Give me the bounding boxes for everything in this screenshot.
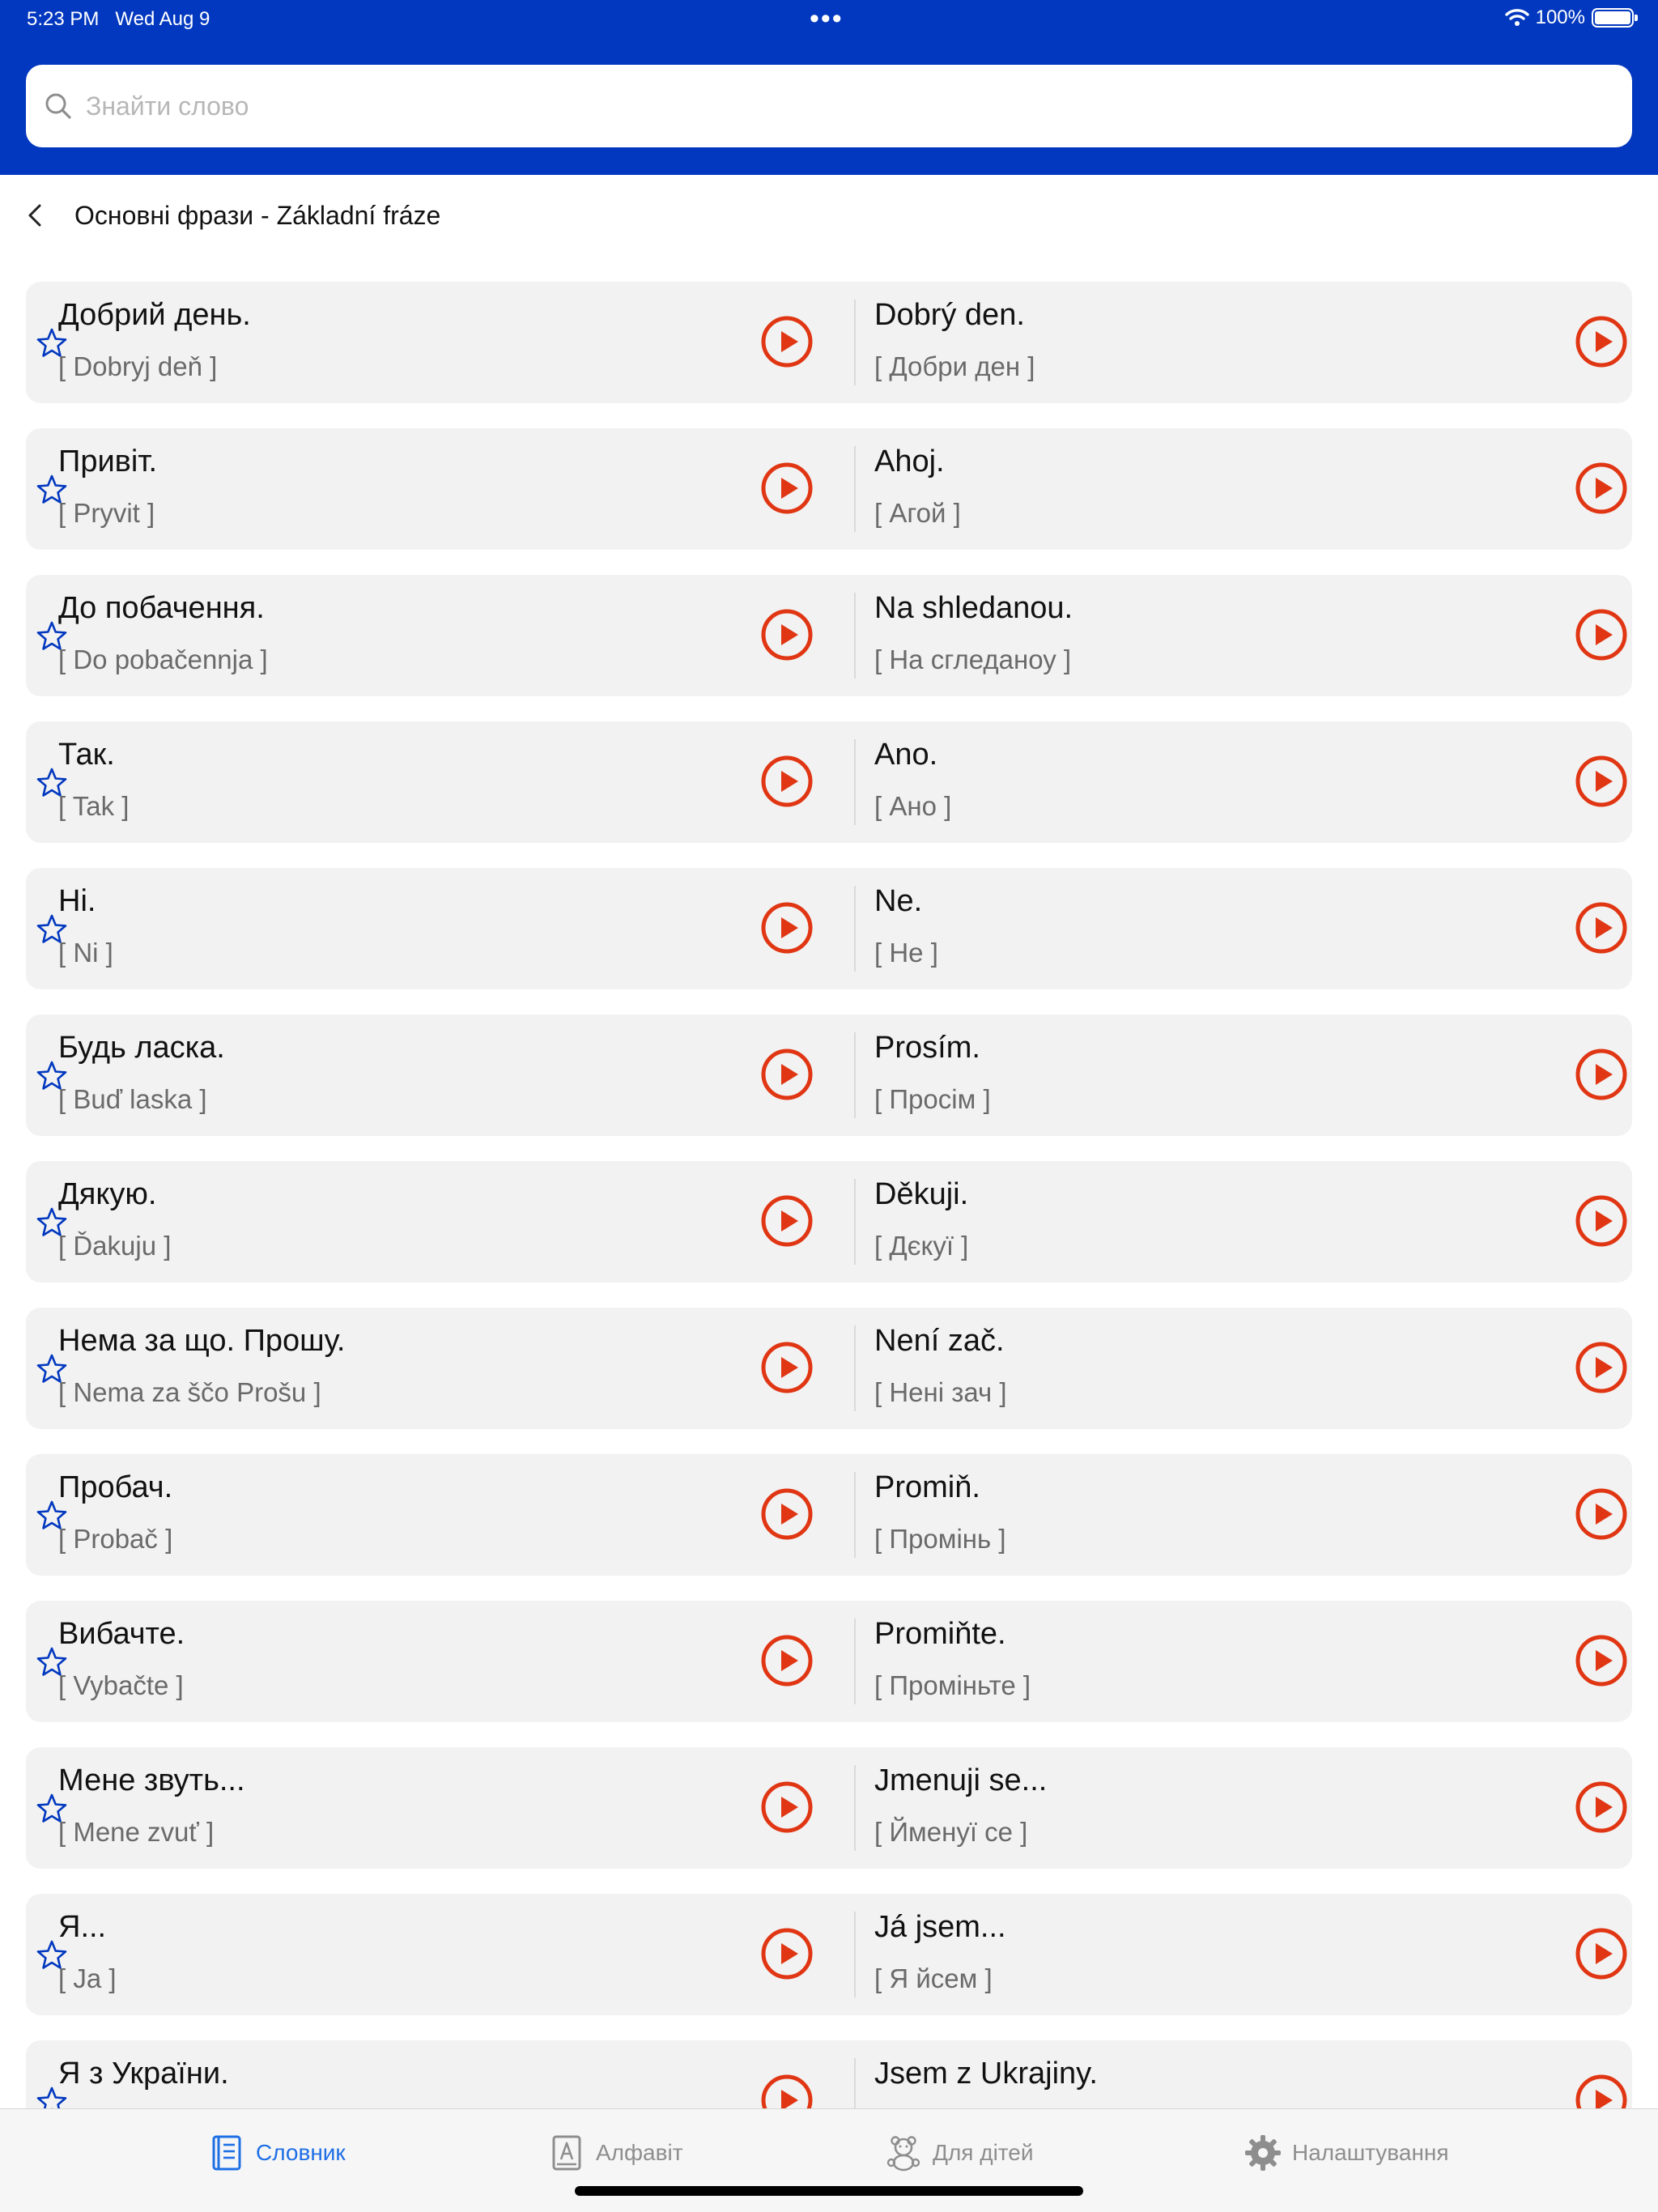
ukrainian-phrase-text: До побачення. <box>58 591 265 625</box>
teddy-bear-icon <box>884 2133 923 2172</box>
phrase-row <box>0 1601 1658 1747</box>
search-icon <box>44 91 73 121</box>
czech-phrase-text: Prosím. <box>874 1031 980 1065</box>
search-input[interactable] <box>86 91 1543 121</box>
czech-phrase <box>874 1308 1632 1429</box>
czech-phrase-text: Promiňte. <box>874 1617 1006 1651</box>
column-divider <box>854 1912 856 1997</box>
battery-percent: 100% <box>1535 6 1585 28</box>
phrase-row <box>0 1894 1658 2040</box>
czech-transliteration: [ Промінь ] <box>874 1524 1006 1554</box>
czech-transliteration: [ Йменуї се ] <box>874 1817 1028 1847</box>
czech-phrase-text: Děkuji. <box>874 1177 969 1211</box>
ukrainian-phrase <box>58 282 819 403</box>
play-ukrainian-audio-icon[interactable] <box>759 461 814 516</box>
play-ukrainian-audio-icon[interactable] <box>759 900 814 955</box>
phrase-row <box>0 2040 1658 2108</box>
czech-phrase <box>874 2040 1632 2108</box>
czech-phrase <box>874 575 1632 696</box>
play-ukrainian-audio-icon[interactable] <box>759 2073 814 2108</box>
czech-transliteration: [ Дєкуї ] <box>874 1231 969 1261</box>
ukrainian-phrase <box>58 428 819 550</box>
czech-phrase <box>874 1747 1632 1869</box>
play-ukrainian-audio-icon[interactable] <box>759 1780 814 1835</box>
column-divider <box>854 2058 856 2108</box>
ukrainian-phrase-text: Я... <box>58 1910 107 1944</box>
search-bar[interactable] <box>26 65 1632 147</box>
play-ukrainian-audio-icon[interactable] <box>759 1193 814 1249</box>
tab-kids[interactable] <box>884 2129 1034 2177</box>
ukrainian-transliteration: [ Buď laska ] <box>58 1084 207 1114</box>
ukrainian-phrase <box>58 721 819 843</box>
ukrainian-phrase <box>58 1161 819 1283</box>
czech-phrase-text: Jmenuji se... <box>874 1763 1048 1797</box>
play-czech-audio-icon[interactable] <box>1574 1193 1629 1249</box>
ukrainian-phrase-text: Нема за що. Прошу. <box>58 1324 346 1358</box>
ukrainian-phrase <box>58 1894 819 2015</box>
phrase-list[interactable] <box>0 282 1658 2108</box>
phrase-card <box>26 1601 1632 1722</box>
play-czech-audio-icon[interactable] <box>1574 461 1629 516</box>
phrase-card <box>26 1015 1632 1136</box>
phrase-row <box>0 282 1658 428</box>
play-czech-audio-icon[interactable] <box>1574 1340 1629 1395</box>
alphabet-icon <box>547 2133 586 2172</box>
czech-phrase-text: Ahoj. <box>874 445 945 479</box>
phrase-card <box>26 868 1632 989</box>
ukrainian-transliteration: [ Vybačte ] <box>58 1670 184 1700</box>
tab-bar <box>0 2108 1658 2212</box>
phrase-card <box>26 282 1632 403</box>
czech-phrase-text: Ano. <box>874 738 938 772</box>
czech-phrase-text: Já jsem... <box>874 1910 1006 1944</box>
play-czech-audio-icon[interactable] <box>1574 607 1629 662</box>
czech-phrase <box>874 1015 1632 1136</box>
column-divider <box>854 1179 856 1265</box>
play-czech-audio-icon[interactable] <box>1574 1633 1629 1688</box>
status-time: 5:23 PM Wed Aug 9 <box>27 8 210 30</box>
ukrainian-transliteration: [ Tak ] <box>58 791 130 821</box>
ukrainian-phrase <box>58 575 819 696</box>
ukrainian-phrase <box>58 1747 819 1869</box>
czech-phrase <box>874 1161 1632 1283</box>
tab-settings[interactable] <box>1244 2129 1449 2177</box>
phrase-card <box>26 575 1632 696</box>
tab-alphabet[interactable] <box>547 2129 683 2177</box>
ukrainian-phrase-text: Будь ласка. <box>58 1031 225 1065</box>
tab-dictionary[interactable] <box>207 2129 346 2177</box>
czech-phrase <box>874 1601 1632 1722</box>
czech-transliteration: [ Просім ] <box>874 1084 991 1114</box>
phrase-row <box>0 428 1658 575</box>
breadcrumb <box>0 186 1658 245</box>
phrase-card <box>26 721 1632 843</box>
app-header <box>0 0 1658 175</box>
ukrainian-transliteration: [ Probač ] <box>58 1524 173 1554</box>
play-czech-audio-icon[interactable] <box>1574 314 1629 369</box>
phrase-card <box>26 2040 1632 2108</box>
phrase-row <box>0 1308 1658 1454</box>
play-ukrainian-audio-icon[interactable] <box>759 1340 814 1395</box>
phrase-card <box>26 1308 1632 1429</box>
phrase-row <box>0 1015 1658 1161</box>
column-divider <box>854 1619 856 1704</box>
czech-transliteration: [ На сгледаноу ] <box>874 644 1072 674</box>
page-title: Основні фрази - Základní fráze <box>74 200 441 230</box>
gear-icon <box>1244 2133 1282 2172</box>
ukrainian-phrase <box>58 868 819 989</box>
play-czech-audio-icon[interactable] <box>1574 900 1629 955</box>
ukrainian-phrase <box>58 1308 819 1429</box>
czech-phrase-text: Jsem z Ukrajiny. <box>874 2057 1098 2091</box>
ukrainian-phrase-text: Так. <box>58 738 115 772</box>
czech-transliteration: [ Проміньте ] <box>874 1670 1031 1700</box>
ukrainian-transliteration: [ Ja ] <box>58 1963 117 1993</box>
ukrainian-phrase-text: Мене звуть... <box>58 1763 245 1797</box>
column-divider <box>854 300 856 385</box>
home-indicator <box>575 2186 1083 2196</box>
book-icon <box>207 2133 246 2172</box>
czech-transliteration: [ Агой ] <box>874 498 961 528</box>
ukrainian-phrase <box>58 1454 819 1576</box>
czech-transliteration: [ Я йсем ] <box>874 1963 993 1993</box>
column-divider <box>854 1032 856 1118</box>
play-czech-audio-icon[interactable] <box>1574 1047 1629 1102</box>
ukrainian-phrase-text: Пробач. <box>58 1470 173 1504</box>
play-czech-audio-icon[interactable] <box>1574 1487 1629 1542</box>
tab-alphabet-label: Алфавіт <box>596 2140 683 2165</box>
czech-phrase <box>874 721 1632 843</box>
phrase-row <box>0 1747 1658 1894</box>
phrase-row <box>0 1161 1658 1308</box>
ukrainian-transliteration: [ Pryvit ] <box>58 498 155 528</box>
play-ukrainian-audio-icon[interactable] <box>759 1487 814 1542</box>
tab-settings-label: Налаштування <box>1292 2140 1449 2165</box>
battery-icon <box>1592 8 1634 28</box>
phrase-card <box>26 1454 1632 1576</box>
column-divider <box>854 886 856 972</box>
wifi-icon <box>1505 8 1529 28</box>
czech-phrase-text: Promiň. <box>874 1470 980 1504</box>
czech-transliteration: [ Добри ден ] <box>874 351 1035 381</box>
column-divider <box>854 593 856 678</box>
czech-phrase <box>874 282 1632 403</box>
ukrainian-phrase-text: Я з України. <box>58 2057 229 2091</box>
phrase-row <box>0 575 1658 721</box>
ukrainian-transliteration: [ Mene zvuť ] <box>58 1817 215 1847</box>
column-divider <box>854 1765 856 1851</box>
play-ukrainian-audio-icon[interactable] <box>759 1633 814 1688</box>
play-czech-audio-icon[interactable] <box>1574 2073 1629 2108</box>
czech-phrase-text: Ne. <box>874 884 923 918</box>
ukrainian-transliteration: [ Do pobačennja ] <box>58 644 268 674</box>
ukrainian-transliteration: [ Dobryj deň ] <box>58 351 218 381</box>
phrase-card <box>26 1894 1632 2015</box>
tab-dictionary-label: Словник <box>256 2140 346 2165</box>
ukrainian-transliteration: [ Ďakuju ] <box>58 1231 172 1261</box>
play-ukrainian-audio-icon[interactable] <box>759 1926 814 1981</box>
column-divider <box>854 1325 856 1411</box>
ukrainian-phrase-text: Вибачте. <box>58 1617 185 1651</box>
phrase-row <box>0 721 1658 868</box>
czech-phrase <box>874 1454 1632 1576</box>
status-bar <box>0 0 1658 39</box>
ukrainian-phrase <box>58 1015 819 1136</box>
ukrainian-transliteration: [ Nema za ščo Prošu ] <box>58 1377 321 1407</box>
ukrainian-phrase-text: Дякую. <box>58 1177 157 1211</box>
ukrainian-phrase <box>58 1601 819 1722</box>
ukrainian-phrase <box>58 2040 819 2108</box>
czech-phrase <box>874 428 1632 550</box>
chevron-left-icon[interactable] <box>21 201 50 230</box>
czech-phrase-text: Dobrý den. <box>874 298 1025 332</box>
multitasking-dots-icon[interactable]: ••• <box>810 3 844 34</box>
ukrainian-transliteration: [ Ni ] <box>58 938 113 968</box>
czech-phrase <box>874 1894 1632 2015</box>
czech-phrase-text: Není zač. <box>874 1324 1005 1358</box>
tab-kids-label: Для дітей <box>933 2140 1034 2165</box>
czech-transliteration: [ Не ] <box>874 938 938 968</box>
play-czech-audio-icon[interactable] <box>1574 1926 1629 1981</box>
phrase-card <box>26 428 1632 550</box>
ukrainian-phrase-text: Ні. <box>58 884 96 918</box>
czech-transliteration: [ Ано ] <box>874 791 952 821</box>
phrase-card <box>26 1747 1632 1869</box>
ukrainian-phrase-text: Привіт. <box>58 445 158 479</box>
phrase-card <box>26 1161 1632 1283</box>
play-czech-audio-icon[interactable] <box>1574 1780 1629 1835</box>
ukrainian-phrase-text: Добрий день. <box>58 298 251 332</box>
czech-phrase <box>874 868 1632 989</box>
play-czech-audio-icon[interactable] <box>1574 754 1629 809</box>
column-divider <box>854 739 856 825</box>
play-ukrainian-audio-icon[interactable] <box>759 314 814 369</box>
status-right <box>1505 6 1634 29</box>
column-divider <box>854 446 856 532</box>
column-divider <box>854 1472 856 1558</box>
czech-transliteration: [ Нені зач ] <box>874 1377 1007 1407</box>
czech-phrase-text: Na shledanou. <box>874 591 1073 625</box>
play-ukrainian-audio-icon[interactable] <box>759 754 814 809</box>
phrase-row <box>0 1454 1658 1601</box>
play-ukrainian-audio-icon[interactable] <box>759 607 814 662</box>
phrase-row <box>0 868 1658 1015</box>
play-ukrainian-audio-icon[interactable] <box>759 1047 814 1102</box>
